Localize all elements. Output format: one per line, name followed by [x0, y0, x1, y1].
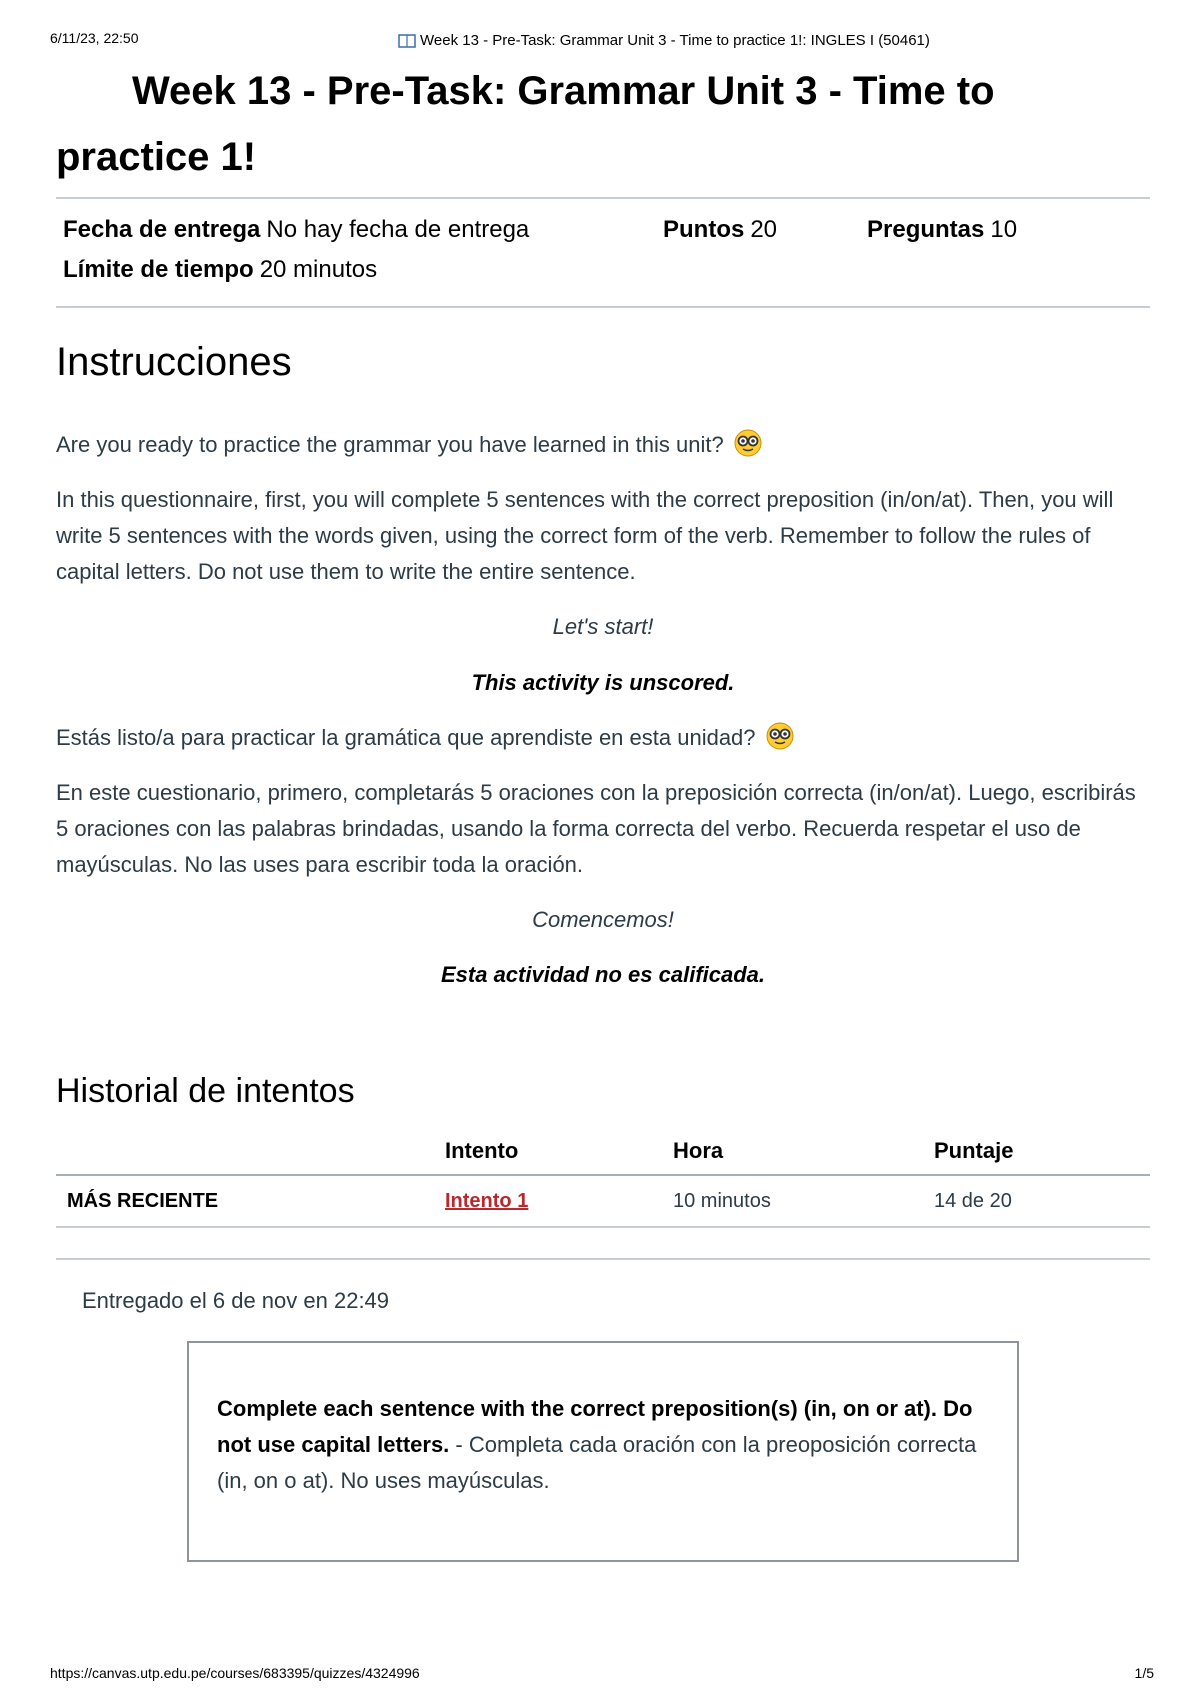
- print-date: 6/11/23, 22:50: [50, 30, 139, 46]
- history-heading: Historial de intentos: [56, 1072, 355, 1110]
- en-start: Let's start!: [552, 614, 654, 639]
- es-question: [56, 720, 1150, 756]
- attempt-1-link[interactable]: Intento 1: [445, 1190, 529, 1212]
- es-start: Comencemos!: [532, 907, 674, 932]
- question-instruction-rest: - Completa cada oración con la preoposición correcta (in, on o at). No uses mayúsculas.: [217, 1432, 977, 1493]
- footer-page-number: 1/5: [1134, 1665, 1154, 1681]
- print-title-text: Week 13 - Pre-Task: Grammar Unit 3 - Time to practice 1!: INGLES I (50461): [420, 32, 930, 49]
- en-question-text: Are you ready to practice the grammar you have learned in this unit?: [56, 432, 724, 457]
- score-cell: 14 de 20: [934, 1190, 1012, 1212]
- history-row-divider: [56, 1226, 1150, 1228]
- questions-label: Preguntas: [867, 216, 985, 243]
- history-header-divider: [56, 1174, 1150, 1176]
- es-body: En este cuestionario, primero, completarás 5 oraciones con la preposición correcta (in/on/at). Luego, escribirás 5 oraciones con las palabras brindadas, usando la forma correcta del verbo. Recuerda respetar el uso de mayúsculas. No las uses para escribir toda la oración.: [56, 780, 1136, 877]
- page-title: Week 13 - Pre-Task: Grammar Unit 3 - Time to practice 1!: [56, 69, 995, 179]
- question-instruction-bold: Complete each sentence with the correct preposition(s) (in, on or at). Do not use capital letters.: [217, 1396, 973, 1457]
- history-bottom-divider: [56, 1258, 1150, 1260]
- en-unscored: This activity is unscored.: [471, 670, 735, 695]
- time-limit-value: 20 minutos: [259, 256, 378, 283]
- en-body: In this questionnaire, first, you will complete 5 sentences with the correct preposition (in/on/at). Then, you will write 5 sentences with the words given, using the correct form of the verb. Remember to follow the rules of capital letters. Do not use them to write the entire sentence.: [56, 487, 1114, 584]
- es-unscored: Esta actividad no es calificada.: [440, 962, 766, 987]
- col-header-attempt: Intento: [445, 1138, 519, 1163]
- submitted-text: Entregado el 6 de nov en 22:49: [82, 1288, 390, 1313]
- question-instruction: [217, 1391, 997, 1499]
- col-header-score: Puntaje: [934, 1138, 1014, 1163]
- row-label: MÁS RECIENTE: [67, 1190, 219, 1212]
- questions: [867, 216, 1017, 244]
- due-date: [63, 216, 529, 244]
- due-date-label: Fecha de entrega: [63, 216, 261, 243]
- meta-divider: [56, 306, 1150, 308]
- time-cell: 10 minutos: [673, 1190, 771, 1212]
- title-divider: [56, 197, 1150, 199]
- print-header-title: [398, 32, 930, 49]
- en-question: [56, 427, 1150, 463]
- points: [663, 216, 777, 244]
- question-box: [187, 1341, 1019, 1562]
- time-limit-label: Límite de tiempo: [63, 256, 254, 283]
- points-value: 20: [750, 216, 778, 243]
- nerd-face-emoji-icon: [766, 722, 794, 750]
- col-header-time: Hora: [673, 1138, 724, 1163]
- questions-value: 10: [990, 216, 1018, 243]
- attempt-cell: [445, 1190, 528, 1213]
- es-question-text: Estás listo/a para practicar la gramática que aprendiste en esta unidad?: [56, 725, 756, 750]
- book-icon: [398, 33, 416, 49]
- due-date-value: No hay fecha de entrega: [266, 216, 530, 243]
- footer-url: https://canvas.utp.edu.pe/courses/683395/quizzes/4324996: [50, 1665, 420, 1681]
- time-limit: [63, 256, 377, 284]
- points-label: Puntos: [663, 216, 745, 243]
- nerd-face-emoji-icon: [734, 429, 762, 457]
- instructions-heading: Instrucciones: [56, 340, 292, 384]
